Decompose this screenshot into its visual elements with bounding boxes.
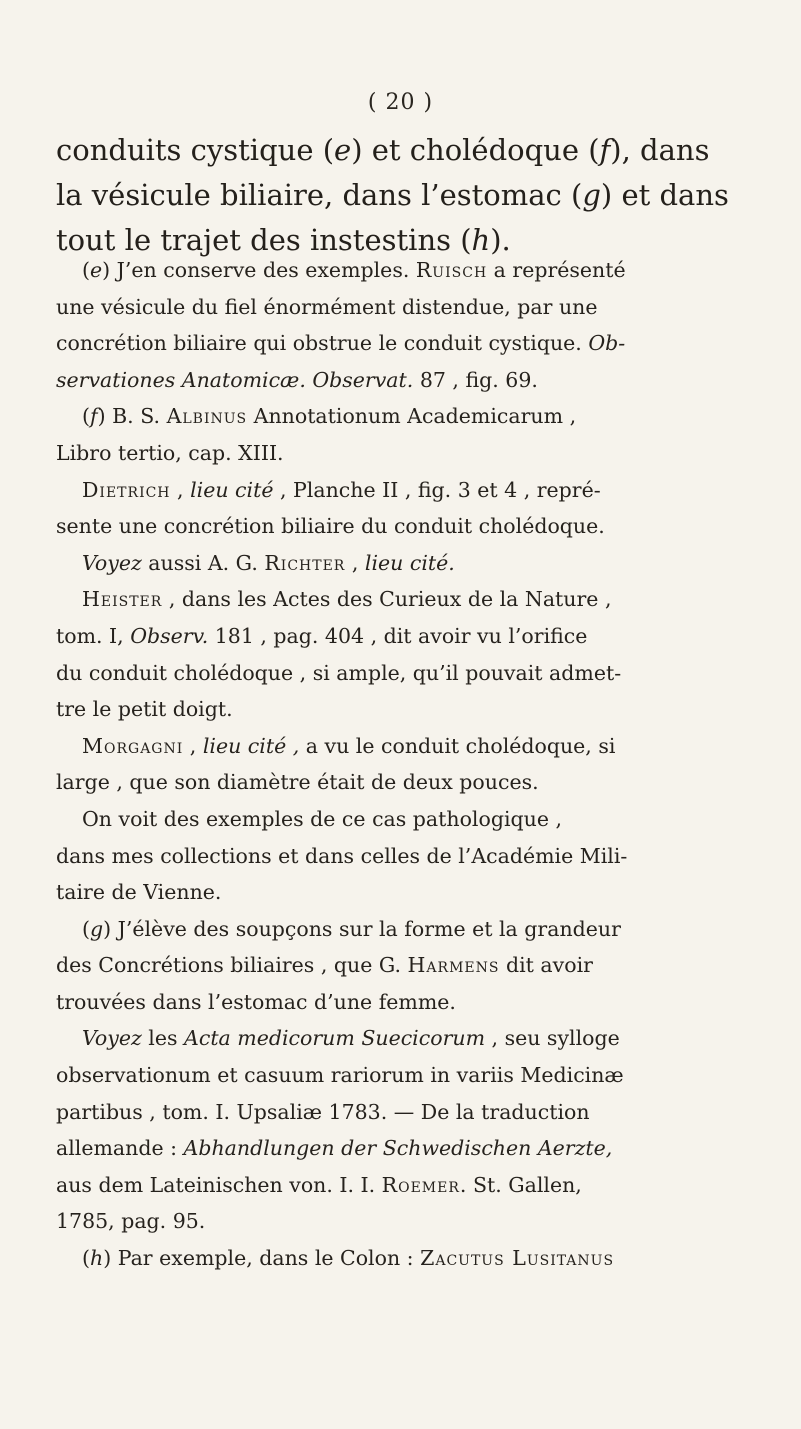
citation: lieu cité , (202, 733, 300, 758)
text: ), dans (610, 133, 710, 167)
text: Libro tertio, cap. XIII. (56, 440, 284, 465)
footnote-paragraph (56, 581, 756, 618)
footnote-marker: e (90, 258, 103, 282)
footnote-ref: g (582, 178, 601, 212)
author-name: Harmens (407, 953, 500, 978)
footnote-e (56, 252, 756, 289)
text: ( (82, 1246, 90, 1271)
text: ) J’élève des soupçons sur la forme et la grandeur (103, 916, 621, 941)
text: taire de Vienne. (56, 880, 222, 905)
footnote-paragraph (56, 1020, 756, 1057)
text: ) et cholédoque ( (351, 133, 600, 167)
main-text-line (56, 128, 756, 173)
citation: Voyez (82, 550, 142, 575)
footnotes (56, 252, 756, 1277)
footnote-ref: e (334, 133, 352, 167)
work-title: servationes Anatomicæ. Observat. (56, 367, 414, 392)
work-title: Ob- (588, 331, 626, 356)
text: 87 , fig. 69. (413, 367, 538, 392)
text: aus dem Lateinischen von. I. I. (56, 1172, 382, 1197)
text: du conduit cholédoque , si ample, qu’il pouvait admet- (56, 660, 622, 685)
text: ( (82, 916, 90, 941)
citation: lieu cité (190, 477, 274, 502)
text: dit avoir (499, 953, 593, 978)
text: ) et dans (600, 178, 729, 212)
text: , (183, 733, 203, 758)
footnote-line (56, 1094, 756, 1131)
footnote-h (56, 1240, 756, 1277)
footnote-marker: f (90, 404, 98, 429)
footnote-line (56, 435, 756, 472)
page-number: ( 20 ) (367, 90, 434, 115)
footnote-line (56, 764, 756, 801)
author-name: Zacutus Lusitanus (420, 1246, 615, 1271)
footnote-marker: g (90, 916, 104, 941)
footnote-line (56, 1057, 756, 1094)
footnote-f (56, 398, 756, 435)
text: 1785, pag. 95. (56, 1209, 206, 1234)
text: ( (82, 258, 90, 282)
footnote-line (56, 1203, 756, 1240)
text: On voit des exemples de ce cas pathologique , (82, 806, 562, 831)
text: sente une concrétion biliaire du conduit cholédoque. (56, 514, 605, 539)
text: , Planche II , fig. 3 et 4 , repré- (273, 477, 601, 502)
text: ( (82, 404, 90, 429)
text: , (345, 550, 365, 575)
footnote-line (56, 1130, 756, 1167)
text: une vésicule du fiel énormément distendue, par une (56, 294, 598, 319)
footnote-line (56, 984, 756, 1021)
footnote-line (56, 691, 756, 728)
text: large , que son diamètre était de deux pouces. (56, 770, 539, 795)
text: , seu sylloge (485, 1026, 620, 1051)
footnote-line (56, 289, 756, 326)
text: tre le petit doigt. (56, 697, 233, 722)
text: aussi A. G. (141, 550, 265, 575)
work-title: Abhandlungen der Schwedischen Aerzte, (183, 1136, 613, 1161)
text: dans mes collections et dans celles de l’Académie Mili- (56, 843, 628, 868)
text: conduits cystique ( (56, 133, 335, 167)
text: trouvées dans l’estomac d’une femme. (56, 989, 456, 1014)
text: partibus , tom. I. Upsaliæ 1783. — De la traduction (56, 1099, 590, 1124)
text: concrétion biliaire qui obstrue le conduit cystique. (56, 331, 589, 356)
text: tom. I, (56, 623, 131, 648)
citation: Observ. (130, 623, 209, 648)
main-text-line (56, 173, 756, 218)
author-name: Richter (264, 550, 346, 575)
text: observationum et casuum rariorum in variis Medicinæ (56, 1063, 624, 1088)
citation: lieu cité. (364, 550, 455, 575)
footnote-paragraph (56, 801, 756, 838)
footnote-line (56, 618, 756, 655)
text: ). (490, 223, 511, 257)
footnote-line (56, 655, 756, 692)
text: la vésicule biliaire, dans l’estomac ( (56, 178, 583, 212)
text: ) Par exemple, dans le Colon : (103, 1246, 421, 1271)
text: ) J’en conserve des exemples. (102, 258, 416, 282)
text: , dans les Actes des Curieux de la Nature , (162, 587, 612, 612)
text: . St. Gallen, (459, 1172, 582, 1197)
footnote-line (56, 838, 756, 875)
author-name: Albinus (166, 404, 248, 429)
text: des Concrétions biliaires , que G. (56, 953, 408, 978)
text: allemande : (56, 1136, 184, 1161)
footnote-line (56, 947, 756, 984)
author-name: Ruisch (415, 258, 488, 282)
text: ) B. S. (97, 404, 167, 429)
citation: Voyez (82, 1026, 142, 1051)
footnote-line (56, 325, 756, 362)
footnote-line (56, 874, 756, 911)
text: a représenté (487, 258, 626, 282)
text: les (141, 1026, 185, 1051)
footnote-line (56, 1167, 756, 1204)
main-text (56, 128, 756, 263)
text: 181 , pag. 404 , dit avoir vu l’orifice (208, 623, 588, 648)
footnote-line (56, 362, 756, 399)
author-name: Heister (82, 587, 163, 612)
footnote-paragraph (56, 472, 756, 509)
footnote-g (56, 911, 756, 948)
text: Annotationum Academicarum , (247, 404, 577, 429)
text: tout le trajet des instestins ( (56, 223, 472, 257)
text: , (170, 477, 191, 502)
footnote-ref: h (471, 223, 491, 257)
work-title: Acta medicorum Suecicorum (184, 1026, 486, 1051)
footnote-marker: h (90, 1246, 104, 1271)
author-name: Roemer (381, 1172, 460, 1197)
text: a vu le conduit cholédoque, si (299, 733, 616, 758)
footnote-line (56, 508, 756, 545)
footnote-ref: f (599, 133, 611, 167)
footnote-paragraph (56, 728, 756, 765)
author-name: Dietrich (82, 477, 171, 502)
footnote-paragraph (56, 545, 756, 582)
author-name: Morgagni (82, 733, 184, 758)
